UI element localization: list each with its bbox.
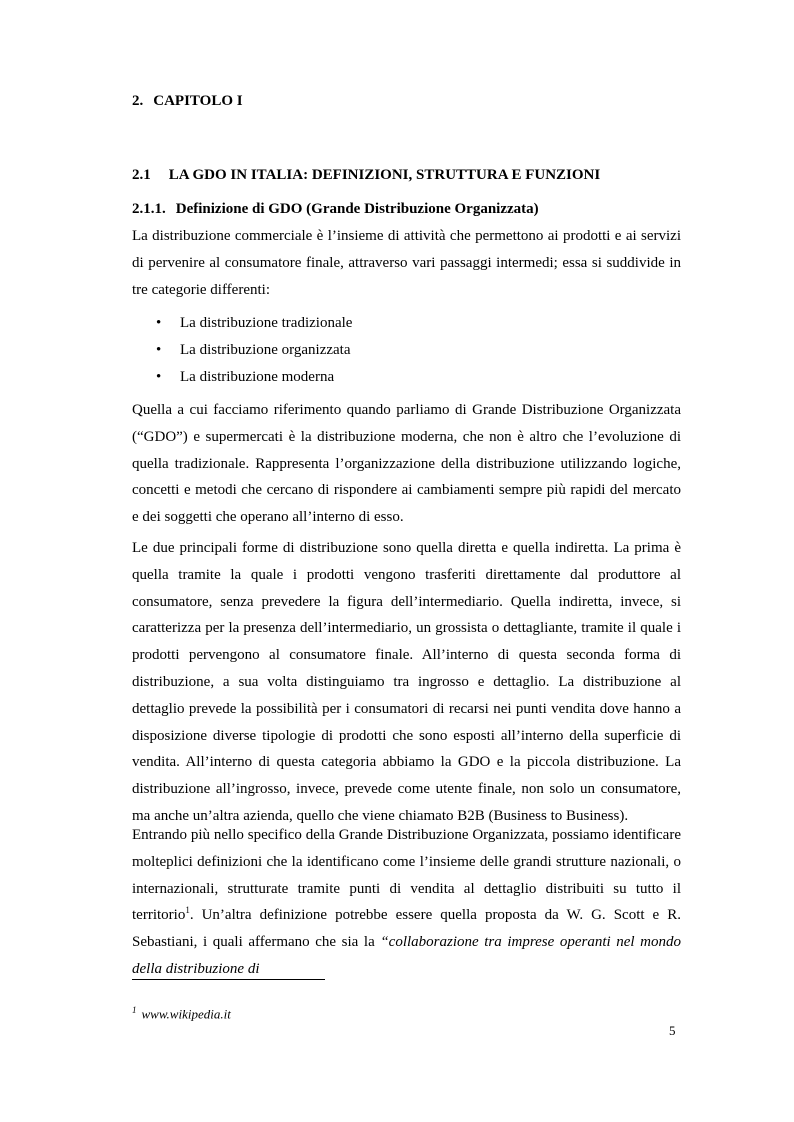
list-item: • La distribuzione moderna (132, 364, 352, 391)
paragraph-gdo-moderna: Quella a cui facciamo riferimento quando parliamo di Grande Distribuzione Organizzata (“GDO”) e supermercati è la distribuzione moderna, che non è altro che l’evoluzione di quella tradizionale. Rappresenta l’organizzazione della distribuzione utilizzando logiche, concetti e metodi che cercano di rispondere ai cambiamenti sempre più rapidi del mercato e dei soggetti che operano all’interno di esso. (132, 402, 681, 526)
paragraph-definizioni: Entrando più nello specifico della Grande Distribuzione Organizzata, possiamo identificare molteplici definizioni che la identificano come l’insieme delle grandi strutture nazionali, o internazionali, strutturate tramite punti di vendita al dettaglio distribuiti su tutto il territorio$^1$. Un’altra definizione potrebbe essere quella proposta da W. G. Scott e R. Sebastiani, i quali affermano che sia la “collaborazione tra imprese operanti nel mondo della distribuzione di (132, 827, 681, 977)
list-item: • La distribuzione tradizionale (132, 310, 352, 337)
chapter-heading (132, 93, 243, 110)
footnote-reference[interactable]: 1 (185, 905, 190, 916)
bullet-list (132, 310, 352, 390)
bullet-icon: • (156, 368, 162, 385)
section-title: LA GDO IN ITALIA: DEFINIZIONI, STRUTTURA E FUNZIONI (168, 167, 601, 183)
quote-text: “collaborazione tra imprese operanti nel mondo della distribuzione di (132, 934, 681, 977)
chapter-title: CAPITOLO I (153, 93, 243, 109)
footnote-divider (132, 979, 325, 980)
subsection-heading (132, 201, 539, 218)
paragraph-intro: La distribuzione commerciale è l’insieme di attività che permettono ai prodotti e ai servizi di pervenire al consumatore finale, attraverso vari passaggi intermedi; essa si suddivide in tre categorie differenti: (132, 228, 681, 298)
bullet-icon: • (156, 315, 162, 331)
subsection-title: Definizione di GDO (Grande Distribuzione Organizzata) (175, 201, 539, 217)
section-heading (132, 167, 600, 184)
list-item: • La distribuzione organizzata (132, 337, 352, 364)
paragraph-forme-distribuzione: Le due principali forme di distribuzione sono quella diretta e quella indiretta. La prima è quella tramite la quale i prodotti vengono trasferiti direttamente dal produttore al consumatore, senza prevedere la figura dell’intermediario. Quella indiretta, invece, si caratterizza per la presenza dell’intermediario, un grossista o dettagliante, tramite il quale i prodotti pervengono al consumatore finale. All’interno di questa seconda forma di distribuzione, a sua volta distinguiamo tra ingrosso e dettaglio. La distribuzione al dettaglio prevede la possibilità per i consumatori di recarsi nei punti vendita dove hanno a disposizione diverse tipologie di prodotti che sono esposti all’interno della superficie di vendita. All’interno di questa categoria abbiamo la GDO e la piccola distribuzione. La distribuzione all’ingrosso, invece, prevede come utente finale, non solo un consumatore, ma anche un’altra azienda, quello che viene chiamato B2B (Business to Business). (132, 540, 681, 824)
chapter-number: 2. (132, 93, 144, 109)
page-number: 5 (669, 1023, 676, 1038)
section-number: 2.1 (132, 167, 151, 183)
footnote (132, 1005, 231, 1022)
subsection-number: 2.1.1. (132, 201, 166, 217)
footnote-marker: 1 (132, 1005, 137, 1015)
bullet-icon: • (156, 341, 162, 358)
footnote-text[interactable]: www.wikipedia.it (141, 1006, 231, 1022)
